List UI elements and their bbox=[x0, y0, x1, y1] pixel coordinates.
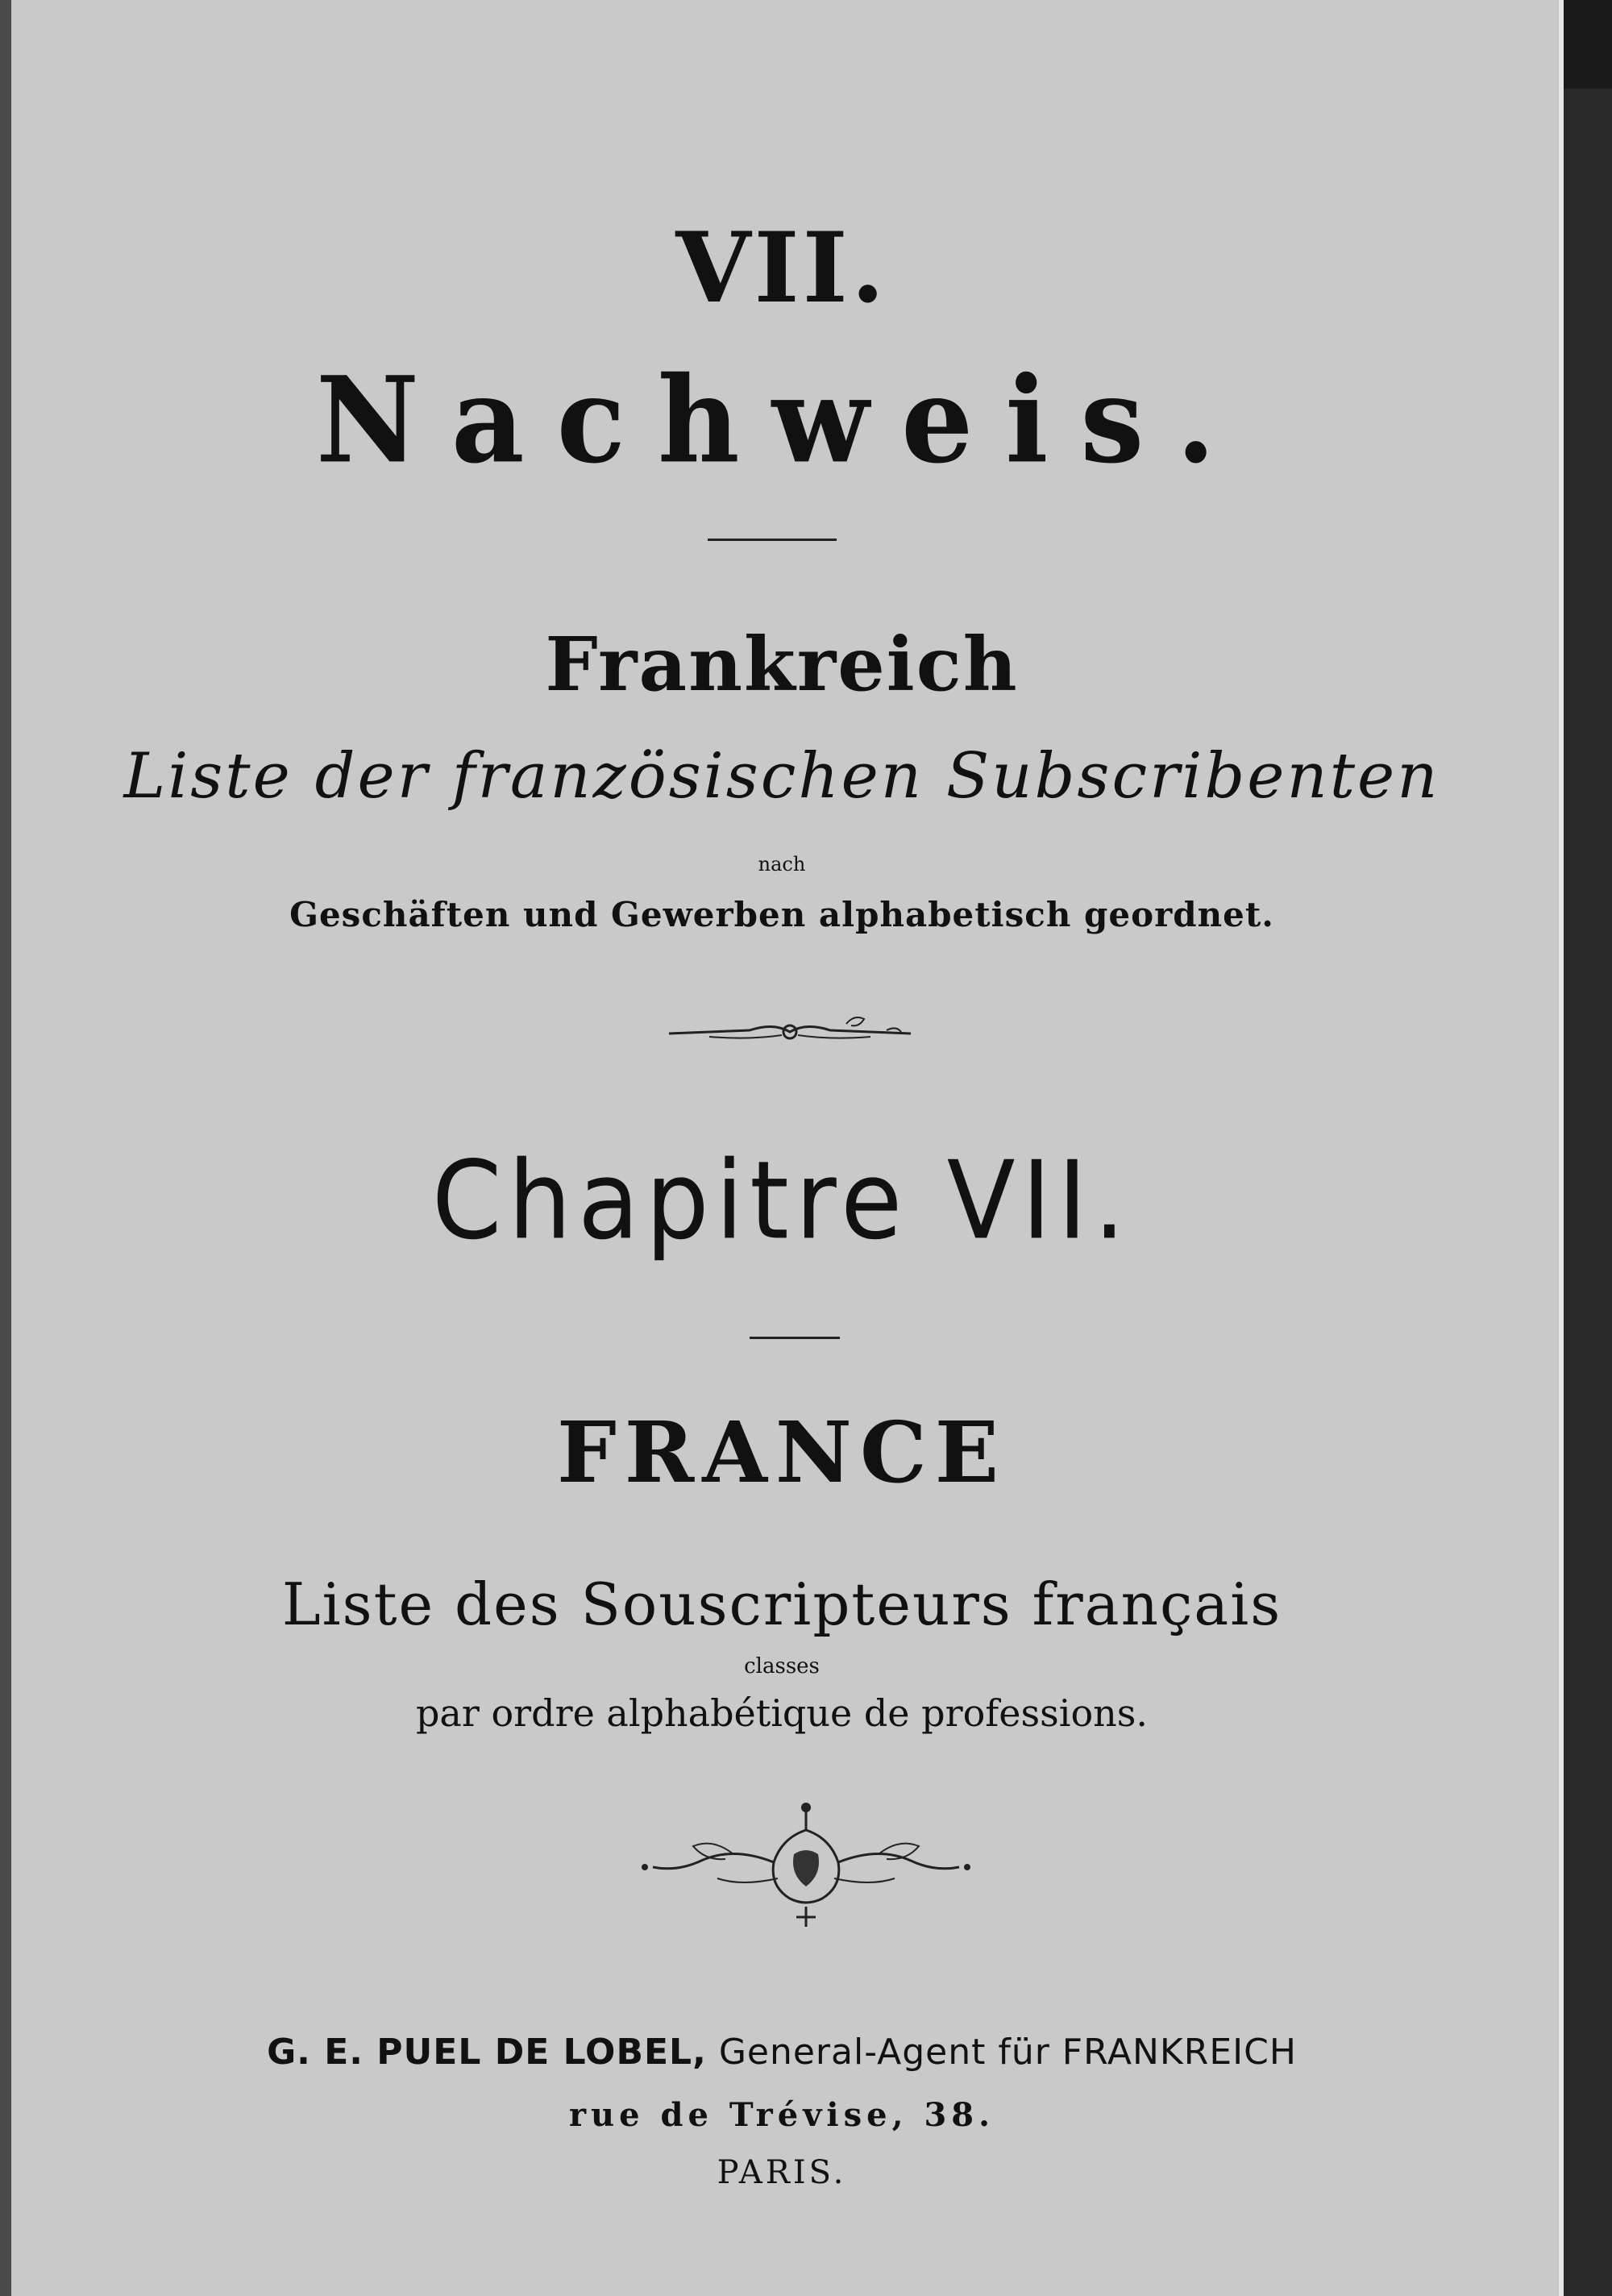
fleuron-vignette-icon bbox=[637, 1798, 975, 1935]
german-sort-description: Geschäften und Gewerben alphabetisch geordnet. bbox=[289, 895, 1274, 934]
divider-rule-2 bbox=[750, 1337, 840, 1339]
publisher-role: General-Agent für FRANKREICH bbox=[718, 2032, 1297, 2073]
publisher-line bbox=[0, 2032, 1564, 2073]
french-country-heading: FRANCE bbox=[556, 1403, 1008, 1502]
french-chapter-heading: Chapitre VII. bbox=[431, 1138, 1132, 1264]
divider-rule-1 bbox=[708, 539, 837, 541]
german-country-heading: Frankreich bbox=[545, 621, 1019, 708]
german-connector: nach bbox=[758, 853, 806, 876]
french-sort-description: par ordre alphabétique de professions. bbox=[415, 1691, 1148, 1735]
publisher-city: PARIS. bbox=[717, 2154, 847, 2191]
german-subtitle: Liste der französischen Subscribenten bbox=[123, 740, 1440, 813]
publisher-name: G. E. PUEL DE LOBEL, bbox=[267, 2032, 707, 2073]
french-subtitle: Liste des Souscripteurs français bbox=[281, 1570, 1282, 1638]
german-title: Nachweis. bbox=[315, 351, 1248, 491]
french-connector: classes bbox=[744, 1654, 820, 1678]
publisher-address: rue de Trévise, 38. bbox=[568, 2096, 995, 2134]
scroll-flourish-icon bbox=[661, 1008, 919, 1056]
german-chapter-number: VII. bbox=[675, 211, 888, 325]
book-binding-edge bbox=[1560, 89, 1612, 2296]
